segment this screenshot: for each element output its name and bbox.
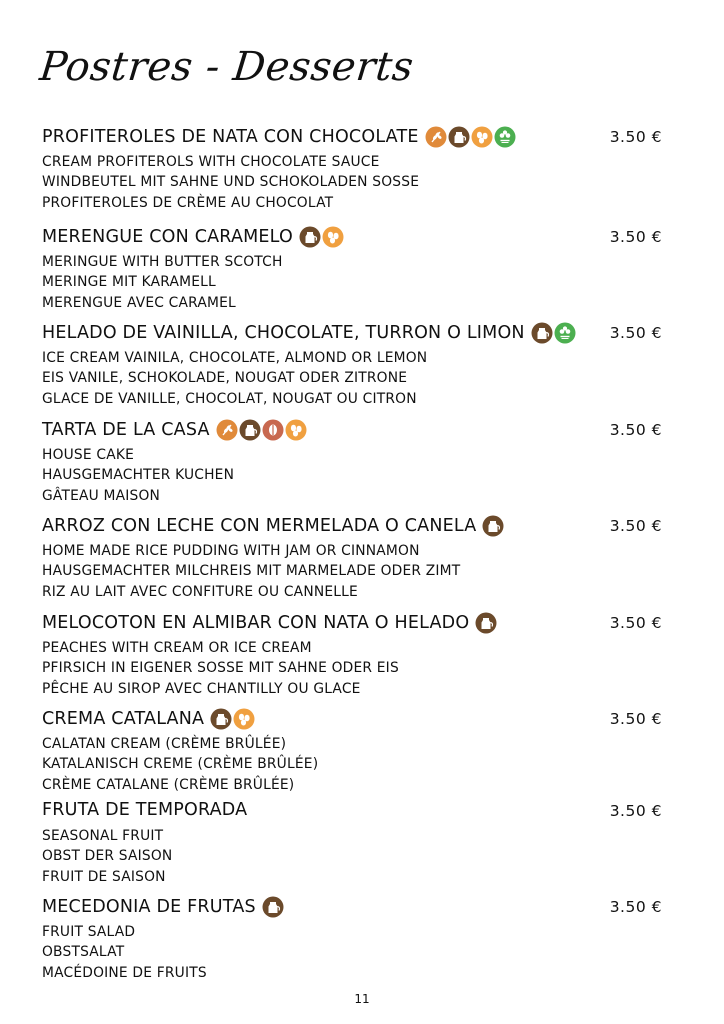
menu-item-header	[42, 322, 672, 348]
menu-item	[42, 896, 672, 983]
menu-item-price: 3.50 €	[609, 898, 662, 916]
allergen-icons	[216, 419, 307, 441]
menu-item-price: 3.50 €	[609, 710, 662, 728]
egg-icon	[322, 226, 344, 248]
menu-item-translation: OBST DER SAISON	[42, 848, 173, 865]
menu-item-translation: GLACE DE VANILLE, CHOCOLAT, NOUGAT OU CITRON	[42, 390, 417, 407]
milk-icon	[239, 419, 261, 441]
menu-item-header	[42, 226, 672, 252]
menu-item	[42, 419, 672, 506]
menu-item-name-text: HELADO DE VAINILLA, CHOCOLATE, TURRON O LIMON	[42, 323, 525, 343]
menu-item-price: 3.50 €	[609, 421, 662, 439]
menu-item	[42, 226, 672, 313]
page-title: Postres - Desserts	[37, 44, 416, 90]
soy-icon	[554, 322, 576, 344]
menu-item-translation: PROFITEROLES DE CRÈME AU CHOCOLAT	[42, 194, 334, 211]
menu-item-translation: PÊCHE AU SIROP AVEC CHANTILLY OU GLACE	[42, 680, 361, 697]
allergen-icons	[475, 612, 497, 634]
menu-item-translation: PFIRSICH IN EIGENER SOSSE MIT SAHNE ODER EIS	[42, 660, 399, 677]
menu-item-name	[42, 896, 284, 918]
menu-item-translation: CRÈME CATALANE (CRÈME BRÛLÉE)	[42, 776, 295, 793]
menu-item-translation: HAUSGEMACHTER KUCHEN	[42, 467, 235, 484]
page-number: 11	[354, 992, 370, 1006]
menu-item-header	[42, 515, 672, 541]
menu-item	[42, 515, 672, 602]
menu-item-translation: FRUIT SALAD	[42, 924, 136, 940]
egg-icon	[285, 419, 307, 441]
menu-item	[42, 800, 672, 887]
menu-item-name-text: MERENGUE CON CARAMELO	[42, 227, 293, 247]
milk-icon	[299, 226, 321, 248]
menu-item-translation: MACÉDOINE DE FRUITS	[42, 964, 207, 981]
menu-item-header	[42, 612, 672, 638]
menu-item-name	[42, 800, 247, 820]
menu-item-header	[42, 126, 672, 152]
menu-item-price: 3.50 €	[609, 802, 662, 820]
menu-item	[42, 322, 672, 409]
menu-item-name	[42, 612, 497, 634]
menu-item-header	[42, 800, 672, 826]
menu-item	[42, 126, 672, 213]
menu-item-name-text: MECEDONIA DE FRUTAS	[42, 897, 256, 917]
menu-item-translation: MERINGE MIT KARAMELL	[42, 274, 216, 291]
menu-item-translation: PEACHES WITH CREAM OR ICE CREAM	[42, 640, 312, 656]
allergen-icons	[531, 322, 576, 344]
gluten-icon	[216, 419, 238, 441]
menu-item-name	[42, 322, 576, 344]
menu-item-translation: WINDBEUTEL MIT SAHNE UND SCHOKOLADEN SOSSE	[42, 174, 420, 191]
menu-item-translation: RIZ AU LAIT AVEC CONFITURE OU CANNELLE	[42, 583, 358, 600]
gluten-icon	[425, 126, 447, 148]
milk-icon	[210, 708, 232, 730]
menu-item-translation: HAUSGEMACHTER MILCHREIS MIT MARMELADE ODER ZIMT	[42, 563, 461, 580]
milk-icon	[531, 322, 553, 344]
menu-item-header	[42, 708, 672, 734]
menu-item-translation: OBSTSALAT	[42, 944, 125, 961]
menu-item-name	[42, 226, 344, 248]
menu-item-translation: FRUIT DE SAISON	[42, 868, 166, 885]
milk-icon	[475, 612, 497, 634]
menu-item-price: 3.50 €	[609, 614, 662, 632]
allergen-icons	[299, 226, 344, 248]
menu-item-name	[42, 126, 516, 148]
menu-item-name-text: CREMA CATALANA	[42, 709, 205, 729]
allergen-icons	[262, 896, 284, 918]
menu-item-name	[42, 708, 255, 730]
soy-icon	[494, 126, 516, 148]
menu-item-translation: HOUSE CAKE	[42, 447, 135, 463]
egg-icon	[471, 126, 493, 148]
allergen-icons	[482, 515, 504, 537]
menu-item-price: 3.50 €	[609, 517, 662, 535]
allergen-icons	[425, 126, 516, 148]
egg-icon	[233, 708, 255, 730]
menu-item-price: 3.50 €	[609, 228, 662, 246]
milk-icon	[262, 896, 284, 918]
menu-item-translation: ICE CREAM VAINILA, CHOCOLATE, ALMOND OR LEMON	[42, 350, 428, 366]
milk-icon	[448, 126, 470, 148]
menu-item-translation: CREAM PROFITEROLS WITH CHOCOLATE SAUCE	[42, 154, 380, 170]
menu-item-name-text: PROFITEROLES DE NATA CON CHOCOLATE	[42, 127, 419, 147]
menu-item-name-text: ARROZ CON LECHE CON MERMELADA O CANELA	[42, 516, 477, 536]
menu-item-price: 3.50 €	[609, 324, 662, 342]
menu-item-name-text: MELOCOTON EN ALMIBAR CON NATA O HELADO	[42, 613, 470, 633]
menu-item-name	[42, 515, 504, 537]
menu-item-translation: EIS VANILE, SCHOKOLADE, NOUGAT ODER ZITRONE	[42, 370, 408, 387]
menu-item-translation: SEASONAL FRUIT	[42, 828, 164, 844]
menu-item-name-text: TARTA DE LA CASA	[42, 420, 210, 440]
menu-item-name-text: FRUTA DE TEMPORADA	[42, 800, 248, 820]
menu-item-header	[42, 419, 672, 445]
menu-item-name	[42, 419, 307, 441]
menu-item-translation: MERINGUE WITH BUTTER SCOTCH	[42, 254, 283, 270]
menu-item-price: 3.50 €	[609, 128, 662, 146]
menu-item-translation: CALATAN CREAM (CRÈME BRÛLÉE)	[42, 736, 287, 752]
menu-item-translation: GÂTEAU MAISON	[42, 487, 161, 504]
menu-item	[42, 708, 672, 795]
milk-icon	[482, 515, 504, 537]
allergen-icons	[210, 708, 255, 730]
menu-item-translation: HOME MADE RICE PUDDING WITH JAM OR CINNAMON	[42, 543, 420, 559]
menu-item-translation: KATALANISCH CREME (CRÈME BRÛLÉE)	[42, 756, 319, 773]
nuts-icon	[262, 419, 284, 441]
menu-item	[42, 612, 672, 699]
menu-item-header	[42, 896, 672, 922]
menu-item-translation: MERENGUE AVEC CARAMEL	[42, 294, 236, 311]
